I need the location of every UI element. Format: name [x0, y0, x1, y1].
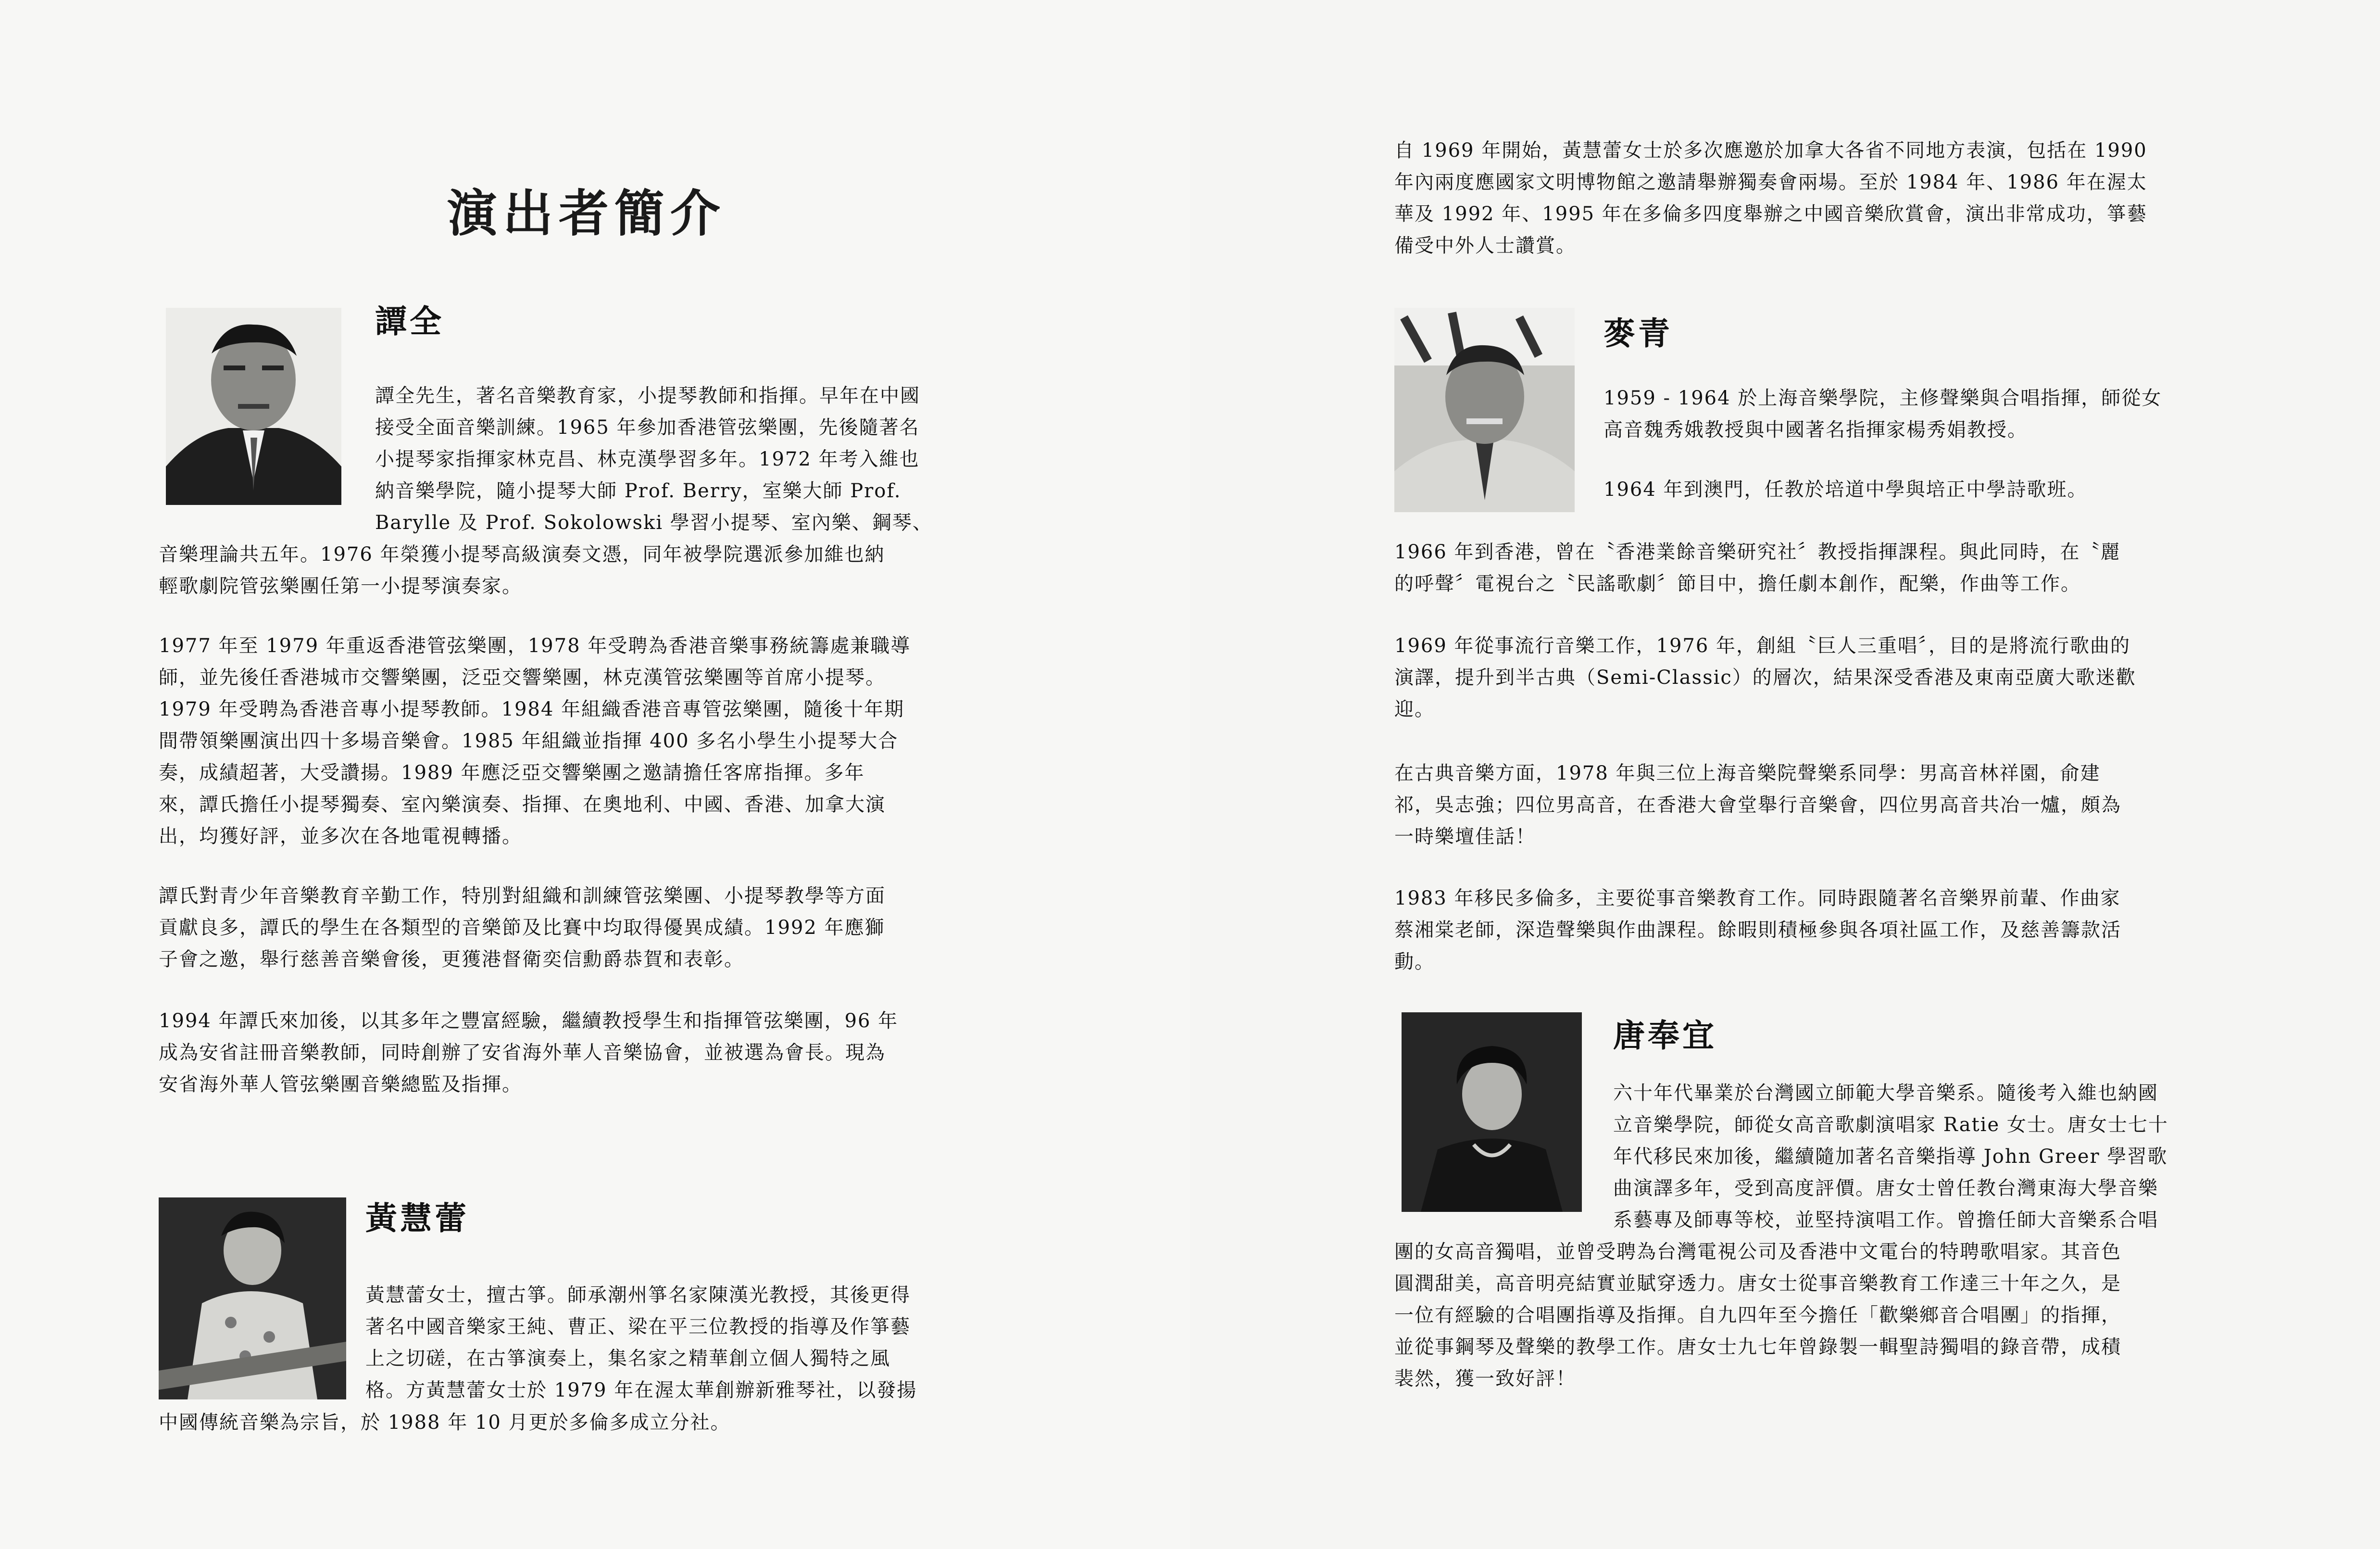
mai-qing-toronto: 1983 年移民多倫多，主要從事音樂教育工作。同時跟隨著名音樂界前輩、作曲家 蔡湘棠老師，深造聲樂與作曲課程。餘暇則積極參與各項社區工作，及慈善籌款活 動。 — [1394, 887, 2121, 973]
tan-quan-career: 1977 年至 1979 年重返香港管弦樂團，1978 年受聘為香港音樂事務統籌處兼職導 師，並先後任香港城市交響樂團，泛亞交響樂團，林克漢管弦樂團等首席小提琴。 1979 年受聘為香港音專小提琴教師。1984 年組織香港音專管弦樂團，隨後十年期 間帶領樂團演出四十多場音樂會。1985 年組織並指揮 400 多名小學生小提琴大合 奏，成績超著，大受讚揚。1989 年應泛亞交響樂團之邀請擔任客席指揮。多年 來，譚氏擔任小提琴獨奏、室內樂演奏、指揮、在奧地利、中國、香港、加拿大演 出，均獲好評，並多次在各地電視轉播。 — [159, 635, 911, 847]
portrait-mai-qing — [1394, 308, 1575, 512]
portrait-tang-fengyi — [1402, 1012, 1582, 1212]
tang-fengyi-intro: 六十年代畢業於台灣國立師範大學音樂系。隨後考入維也納國 立音樂學院，師從女高音歌劇演唱家 Ratie 女士。唐女士七十 年代移民來加後，繼續隨加著名音樂指導 John Greer 學習歌 曲演譯多年，受到高度評價。唐女士曾任教台灣東海大學音樂 系藝專及師專等校，並堅持演唱工作。曾擔任師大音樂系合唱 — [1613, 1082, 2168, 1231]
tan-quan-education-work: 譚氏對青少年音樂教育辛勤工作，特別對組織和訓練管弦樂團、小提琴教學等方面 貢獻良多，譚氏的學生在各類型的音樂節及比賽中均取得優異成績。1992 年應獅 子會之邀，舉行慈善音樂會後，更獲港督衛奕信勳爵恭賀和表彰。 — [159, 885, 886, 970]
tang-fengyi-intro-continued: 團的女高音獨唱，並曾受聘為台灣電視公司及香港中文電台的特聘歌唱家。其音色 圓潤甜美，高音明亮結實並賦穿透力。唐女士從事音樂教育工作達三十年之久，是 一位有經驗的合唱團指導及指揮。自九四年至今擔任「歡樂鄉音合唱團」的指揮， 並從事鋼琴及聲樂的教學工作。唐女士九七年曾錄製一輯聖詩獨唱的錄音帶，成積 裴然，獲一致好評！ — [1394, 1241, 2121, 1390]
tan-quan-name: 譚全 — [375, 302, 444, 340]
tan-quan-intro-continued: 音樂理論共五年。1976 年榮獲小提琴高級演奏文憑，同年被學院選派參加維也納 輕歌劇院管弦樂團任第一小提琴演奏家。 — [159, 543, 885, 597]
tang-fengyi-name: 唐奉宜 — [1613, 1017, 1717, 1054]
huang-huilei-intro: 黃慧蕾女士，擅古箏。師承潮州箏名家陳漢光教授，其後更得 著名中國音樂家王純、曹正、梁在平三位教授的指導及作箏藝 上之切磋，在古箏演奏上，集名家之精華創立個人獨特之風 格。方黃慧蕾女士於 1979 年在渥太華創辦新雅琴社，以發揚 — [365, 1284, 917, 1401]
portrait-huang-huilei — [159, 1197, 346, 1399]
tan-quan-canada: 1994 年譚氏來加後，以其多年之豐富經驗，繼續教授學生和指揮管弦樂團，96 年 成為安省註冊音樂教師，同時創辦了安省海外華人音樂協會，並被選為會長。現為 安省海外華人管弦樂團音樂總監及指揮。 — [159, 1010, 899, 1096]
page-title: 演出者簡介 — [447, 184, 727, 243]
huang-huilei-performances: 自 1969 年開始，黃慧蕾女士於多次應邀於加拿大各省不同地方表演，包括在 1990 年內兩度應國家文明博物館之邀請舉辦獨奏會兩場。至於 1984 年、1986 年在渥太 華及 1992 年、1995 年在多倫多四度舉辦之中國音樂欣賞會，演出非常成功，箏藝 備受中外人士讚賞。 — [1394, 139, 2147, 257]
mai-qing-name: 麥青 — [1603, 315, 1673, 352]
huang-huilei-name: 黃慧蕾 — [365, 1199, 469, 1237]
mai-qing-shanghai: 1959 - 1964 於上海音樂學院，主修聲樂與合唱指揮，師從女 高音魏秀娥教授與中國著名指揮家楊秀娟教授。 — [1603, 387, 2162, 441]
mai-qing-pop-music: 1969 年從事流行音樂工作，1976 年，創組〝巨人三重唱〞，目的是將流行歌曲的 演譯，提升到半古典（Semi-Classic）的層次，結果深受香港及東南亞廣大歌迷歡 迎。 — [1394, 635, 2136, 720]
mai-qing-classical: 在古典音樂方面，1978 年與三位上海音樂院聲樂系同學：男高音林祥園，俞建 祁，吳志強；四位男高音，在香港大會堂舉行音樂會，四位男高音共冶一爐，頗為 一時樂壇佳話！ — [1394, 762, 2121, 848]
mai-qing-macau: 1964 年到澳門，任教於培道中學與培正中學詩歌班。 — [1603, 479, 2088, 501]
mai-qing-hongkong: 1966 年到香港，曾在〝香港業餘音樂研究社〞教授指揮課程。與此同時，在〝麗 的呼聲〞電視台之〝民謠歌劇〞節目中，擔任劇本創作，配樂，作曲等工作。 — [1394, 541, 2121, 595]
tan-quan-intro: 譚全先生，著名音樂教育家，小提琴教師和指揮。早年在中國 接受全面音樂訓練。1965 年參加香港管弦樂團，先後隨著名 小提琴家指揮家林克昌、林克漢學習多年。1972 年考入維也 納音樂學院，隨小提琴大師 Prof. Berry，室樂大師 Prof. Barylle 及 Prof. Sokolowski 學習小提琴、室內樂、鋼琴、 — [375, 385, 933, 534]
right-page — [1190, 0, 2380, 1549]
portrait-tan-quan — [166, 308, 341, 505]
huang-huilei-intro-continued: 中國傳統音樂為宗旨，於 1988 年 10 月更於多倫多成立分社。 — [159, 1411, 731, 1434]
